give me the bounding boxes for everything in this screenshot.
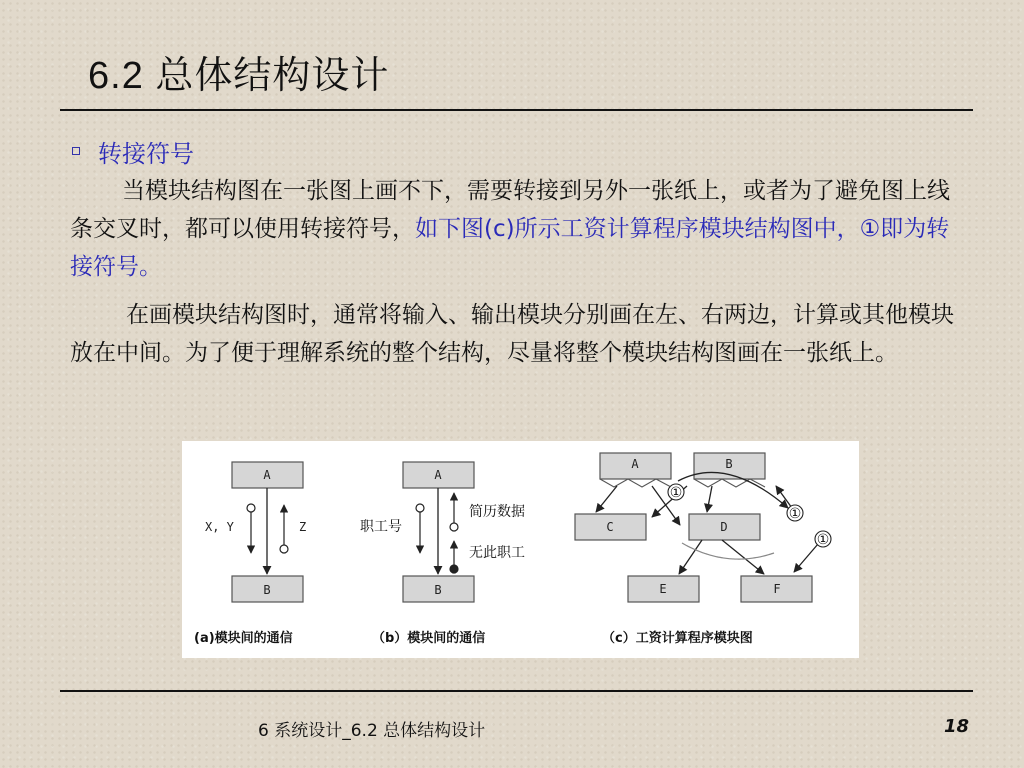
connector-symbol-2: ① [788, 506, 802, 522]
paragraph-1-text: 当模块结构图在一张图上画不下，需要转接到另外一张纸上，或者为了避免图上线条交叉时，都可以使用转接符号， [70, 178, 950, 242]
footer-label: 6 系统设计_6.2 总体结构设计 [258, 721, 486, 741]
diagram-c-module-f [741, 576, 812, 602]
paragraph-2-text: 在画模块结构图时，通常将输入、输出模块分别画在左、右两边，计算或其他模块放在中间。为了便于理解系统的整个结构，尽量将整个模块结构图画在一张纸上。 [70, 302, 954, 366]
diagram-c-caption: （c）工资计算程序模块图 [602, 631, 753, 646]
diagram-a-xy-label: X, Y [205, 520, 234, 534]
diagram-c-module-e [628, 576, 699, 602]
diagram-b-caption: （b）模块间的通信 [372, 631, 486, 646]
diagram-b-module-a [403, 462, 474, 488]
svg-text:D: D [720, 520, 728, 534]
svg-text:E: E [659, 582, 667, 596]
figure-diagram [182, 441, 859, 658]
module-structure-figure [182, 441, 859, 658]
diagram-b-module-b [403, 576, 474, 602]
svg-text:F: F [773, 582, 781, 596]
svg-text:B: B [434, 583, 442, 597]
diagram-a-module-b [232, 576, 303, 602]
slide-title: 6.2 总体结构设计 [88, 55, 390, 97]
diagram-b [360, 462, 525, 646]
diagram-c [575, 453, 831, 646]
diagram-b-resume-label: 简历数据 [469, 504, 525, 520]
diagram-b-employee-id-label: 职工号 [360, 519, 402, 535]
diagram-a-z-label: Z [299, 520, 307, 534]
section-heading: 转接符号 [98, 140, 194, 168]
svg-text:B: B [263, 583, 271, 597]
diagram-c-module-a [600, 453, 671, 479]
page-number: 18 [944, 716, 970, 737]
diagram-c-module-c [575, 514, 646, 540]
svg-text:B: B [725, 457, 733, 471]
connector-symbol-1: ① [669, 485, 683, 501]
paragraph-1-highlight: 如下图(c)所示工资计算程序模块结构图中，①即为转接符号。 [70, 216, 950, 280]
diagram-b-no-employee-label: 无此职工 [469, 545, 525, 561]
bullet-square-icon [72, 147, 80, 155]
connector-symbol-3: ① [816, 532, 830, 548]
svg-text:A: A [434, 468, 442, 482]
diagram-a-caption: (a)模块间的通信 [194, 631, 293, 646]
title-divider [60, 109, 973, 111]
diagram-a-module-a [232, 462, 303, 488]
diagram-a [194, 462, 306, 646]
footer-divider [60, 690, 973, 692]
paragraph-layout-advice [70, 296, 970, 372]
svg-text:C: C [606, 520, 614, 534]
diagram-c-module-d [689, 514, 760, 540]
paragraph-connector-symbol [70, 172, 970, 286]
svg-text:A: A [263, 468, 271, 482]
svg-text:A: A [631, 457, 639, 471]
